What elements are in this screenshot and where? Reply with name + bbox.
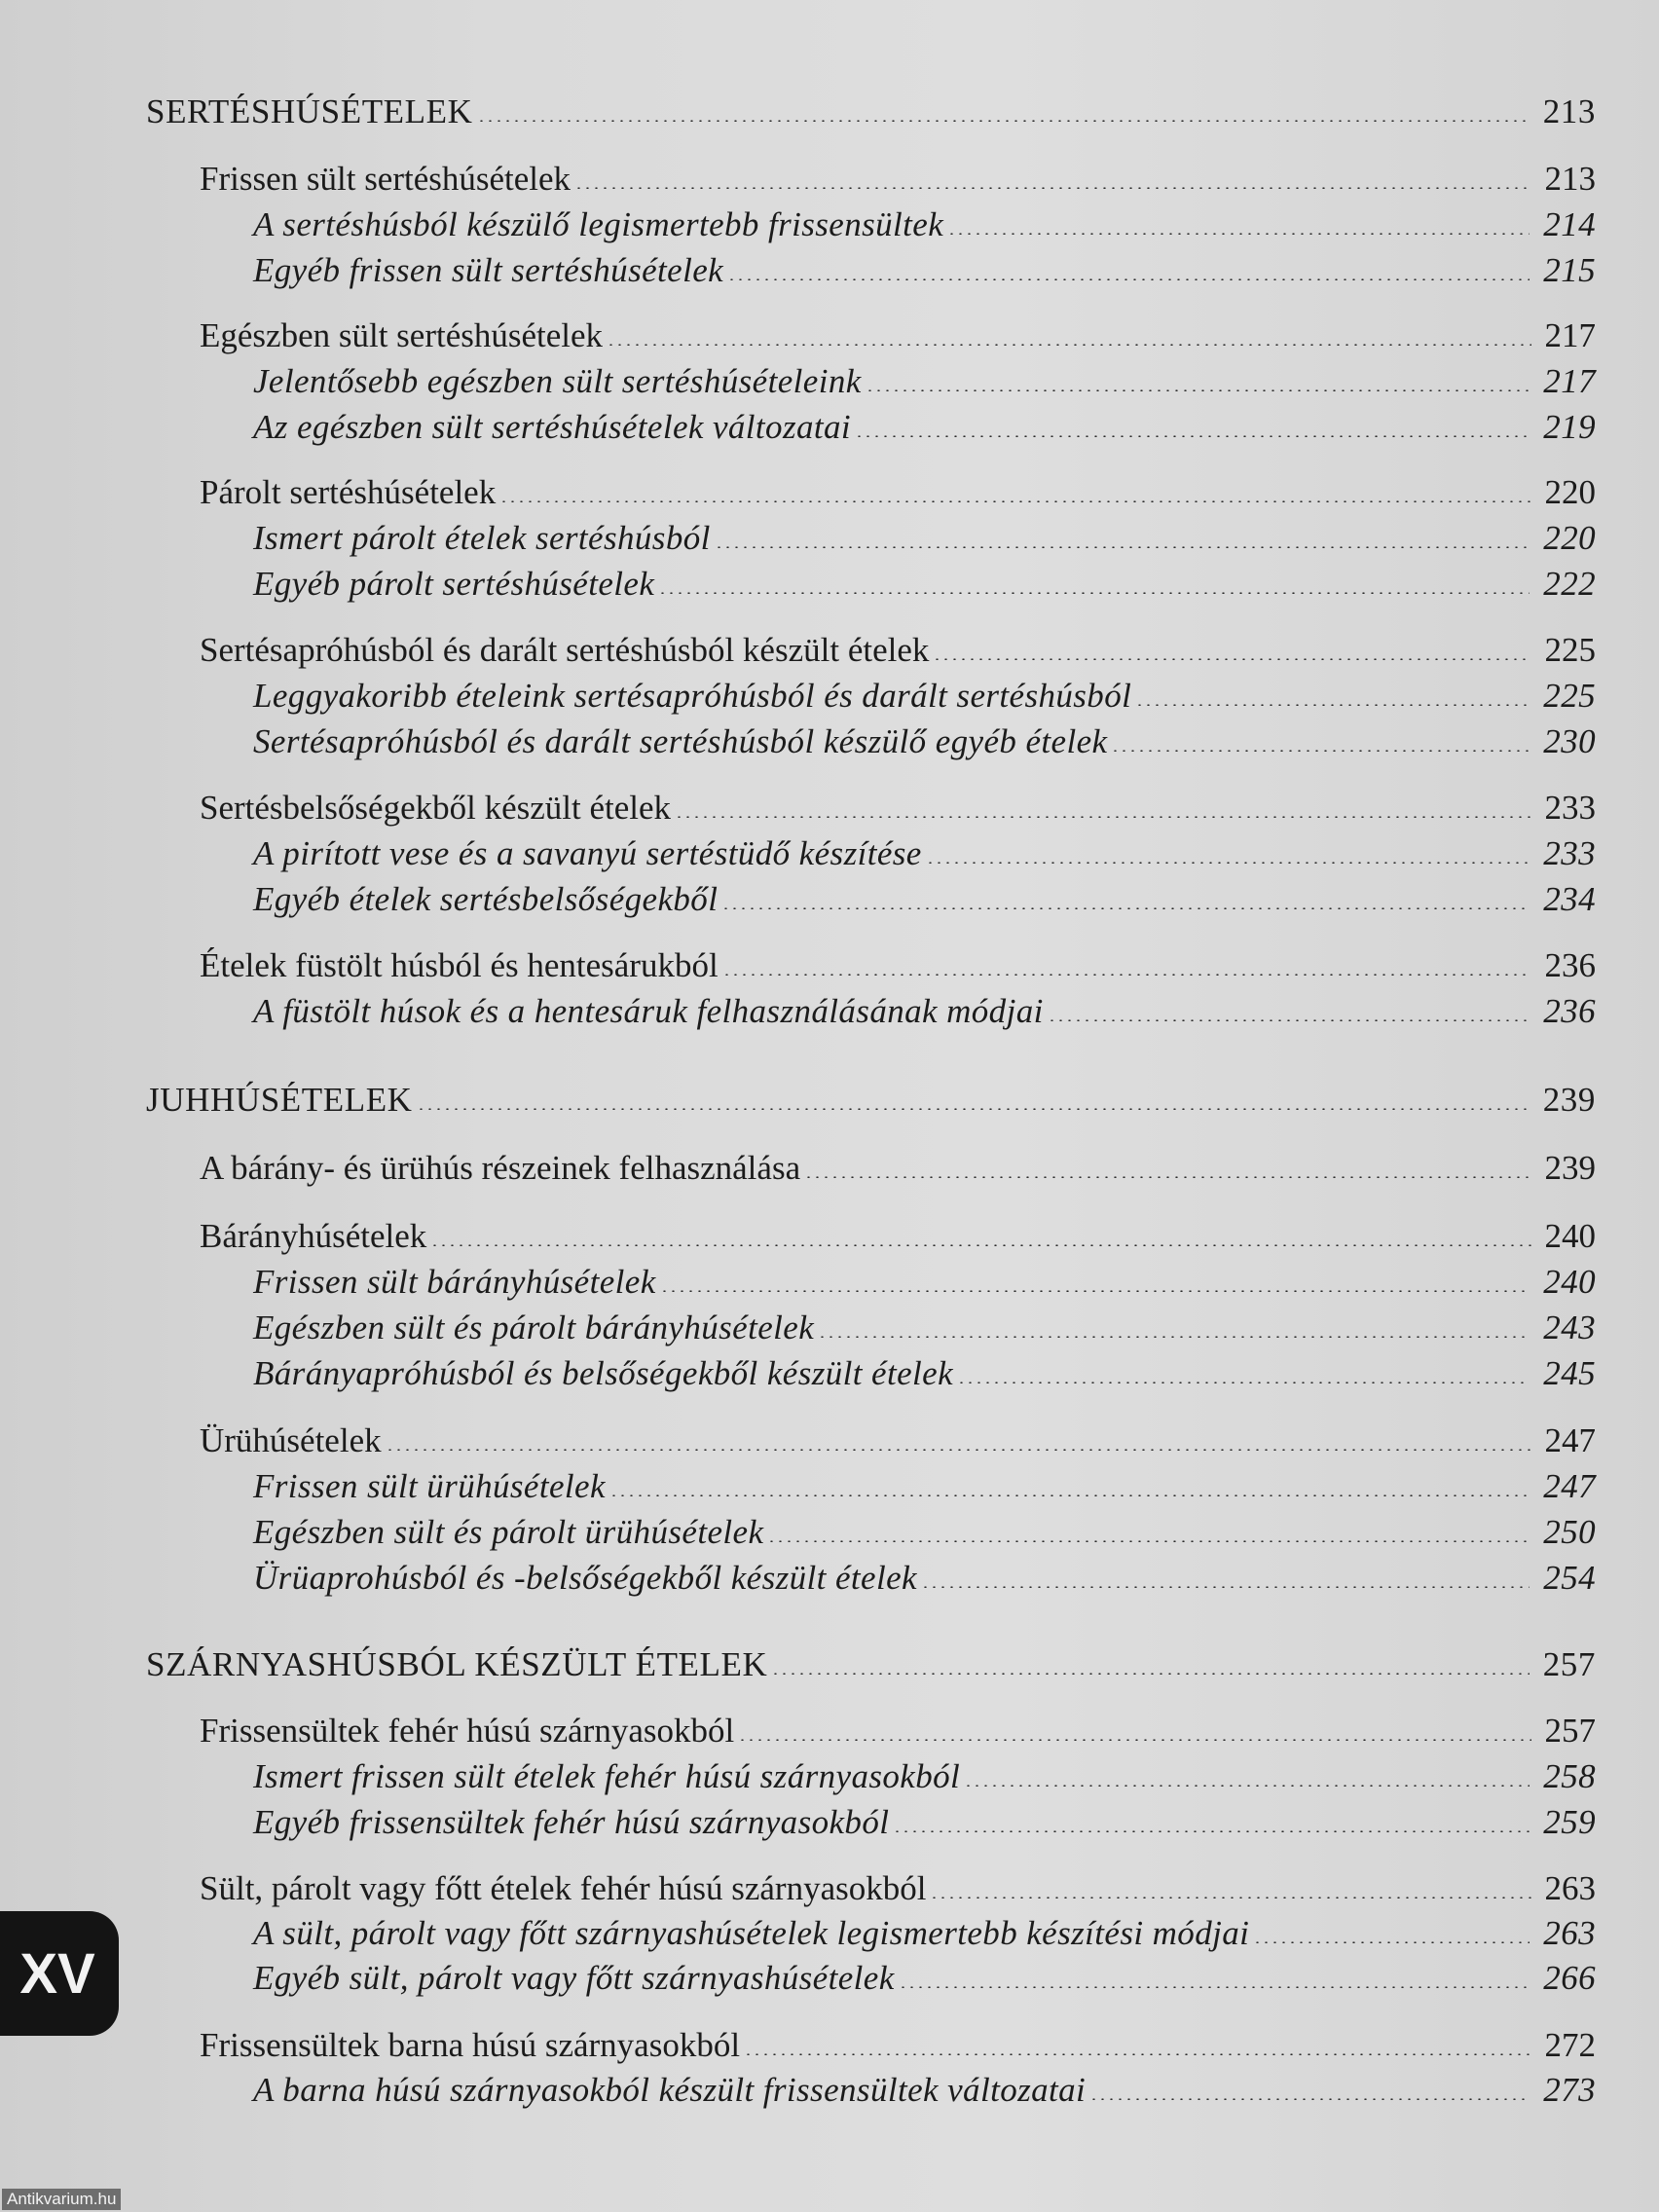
dot-leader [721, 907, 1530, 909]
toc-subentry [253, 1354, 1596, 1393]
toc-entry-page: 219 [1543, 408, 1596, 446]
toc-entry-title: Ismert frissen sült ételek fehér húsú szárnyasokból [253, 1757, 961, 1795]
toc-entry-page: 273 [1543, 2071, 1596, 2109]
dot-leader [727, 278, 1530, 280]
toc-entry-title: A barna húsú szárnyasokból készült frissensültek változatai [253, 2071, 1087, 2109]
toc-entry [200, 1712, 1596, 1751]
toc-subentry [253, 519, 1596, 558]
toc-entry [200, 160, 1596, 199]
dot-leader [386, 1449, 1531, 1451]
toc-subentry [253, 992, 1596, 1031]
dot-leader [855, 435, 1530, 437]
dot-leader [947, 233, 1530, 235]
toc-entry-title: Ürühúsételek [200, 1421, 382, 1459]
dot-leader [744, 2053, 1530, 2055]
dot-leader [899, 1986, 1530, 1988]
toc-entry-page: 213 [1542, 92, 1596, 130]
toc-entry-title: SERTÉSHÚSÉTELEK [146, 92, 473, 130]
dot-leader [660, 1290, 1530, 1292]
toc-entry-title: Jelentősebb egészben sült sertéshúsételeink [253, 362, 862, 400]
dot-leader [722, 974, 1531, 976]
toc-subentry [253, 1513, 1596, 1552]
toc-entry-page: 222 [1543, 565, 1596, 603]
toc-entry-page: 263 [1544, 1869, 1596, 1907]
toc-entry-title: Egészben sült és párolt bárányhúsételek [253, 1309, 815, 1346]
toc-entry [200, 1421, 1596, 1460]
toc-entry-page: 225 [1543, 677, 1596, 715]
dot-leader [804, 1176, 1530, 1178]
toc-entry-page: 239 [1542, 1081, 1596, 1119]
watermark-text: Antikvarium.hu [7, 2190, 117, 2208]
dot-leader [964, 1785, 1530, 1787]
toc-entry-title: Frissensültek fehér húsú szárnyasokból [200, 1712, 735, 1750]
toc-entry-title: Frissensültek barna húsú szárnyasokból [200, 2026, 741, 2064]
toc-subentry [253, 251, 1596, 290]
toc-entry-title: Ürüaprohúsból és -belsőségekből készült ételek [253, 1559, 917, 1597]
toc-subentry [253, 1263, 1596, 1302]
toc-subentry [253, 1309, 1596, 1347]
toc-entry-title: Ismert párolt ételek sertéshúsból [253, 519, 711, 557]
toc-entry-page: 259 [1543, 1803, 1596, 1841]
toc-entry-page: 213 [1544, 160, 1596, 198]
dot-leader [1253, 1941, 1530, 1943]
dot-leader [818, 1336, 1530, 1338]
toc-entry-page: 230 [1543, 722, 1596, 760]
toc-entry-title: A sertéshúsból készülő legismertebb frissensültek [253, 205, 944, 243]
dot-leader [658, 592, 1530, 594]
toc-entry-page: 240 [1543, 1263, 1596, 1301]
dot-leader [1089, 2098, 1530, 2100]
toc-subentry [253, 1757, 1596, 1796]
toc-entry [200, 1217, 1596, 1256]
dot-leader [933, 658, 1530, 660]
dot-leader [477, 120, 1530, 122]
toc-entry-page: 220 [1544, 473, 1596, 511]
dot-leader [866, 389, 1530, 391]
toc-entry-page: 254 [1543, 1559, 1596, 1597]
toc-entry-title: Egyéb frissensültek fehér húsú szárnyasokból [253, 1803, 890, 1841]
toc-entry-title: A füstölt húsok és a hentesáruk felhasználásának módjai [253, 992, 1044, 1030]
toc-entry-page: 214 [1543, 205, 1596, 243]
page-number-tab [0, 1911, 119, 2036]
toc-subentry [253, 362, 1596, 401]
toc-entry-page: 243 [1543, 1309, 1596, 1346]
toc-entry-page: 217 [1543, 362, 1596, 400]
toc-entry [200, 789, 1596, 828]
toc-entry-title: Egészben sült és párolt ürühúsételek [253, 1513, 764, 1551]
toc-subentry [253, 834, 1596, 873]
toc-subentry [253, 2071, 1596, 2110]
toc-entry-page: 263 [1543, 1914, 1596, 1952]
toc-entry-title: Bárányapróhúsból és belsőségekből készült ételek [253, 1354, 954, 1392]
toc-subentry [253, 722, 1596, 761]
toc-subentry [253, 880, 1596, 919]
toc-entry-page: 240 [1544, 1217, 1596, 1255]
toc-entry-title: JUHHÚSÉTELEK [146, 1081, 413, 1119]
toc-entry-page: 236 [1543, 992, 1596, 1030]
toc-entry-page: 234 [1543, 880, 1596, 918]
toc-entry-page: 215 [1543, 251, 1596, 289]
toc-entry-page: 247 [1544, 1421, 1596, 1459]
toc-subentry [253, 1959, 1596, 1998]
dot-leader [574, 187, 1530, 189]
toc-entry-page: 257 [1542, 1645, 1596, 1683]
toc-entry-title: Bárányhúsételek [200, 1217, 427, 1255]
toc-entry-page: 258 [1543, 1757, 1596, 1795]
page-number-label: XV [19, 1941, 95, 2006]
toc-entry-page: 266 [1543, 1959, 1596, 1997]
toc-subentry [253, 205, 1596, 244]
toc-subentry [253, 1803, 1596, 1842]
toc-entry [200, 1869, 1596, 1908]
toc-entry-page: 250 [1543, 1513, 1596, 1551]
toc-entry [200, 473, 1596, 512]
toc-entry-title: Egyéb párolt sertéshúsételek [253, 565, 655, 603]
toc-subentry [253, 1559, 1596, 1598]
toc-entry-page: 236 [1544, 946, 1596, 984]
toc-entry-title: Leggyakoribb ételeink sertésapróhúsból és darált sertéshúsból [253, 677, 1132, 715]
dot-leader [609, 1494, 1530, 1496]
toc-subentry [253, 565, 1596, 604]
dot-leader [417, 1108, 1530, 1110]
toc-entry-page: 272 [1544, 2026, 1596, 2064]
toc-entry-title: A pirított vese és a savanyú sertéstüdő készítése [253, 834, 922, 872]
toc-entry-title: Sertésapróhúsból és darált sertéshúsból készülő egyéb ételek [253, 722, 1108, 760]
dot-leader [675, 816, 1530, 818]
toc-entry-title: Ételek füstölt húsból és hentesárukból [200, 946, 719, 984]
toc-entry-title: Frissen sült sertéshúsételek [200, 160, 571, 198]
toc-section-heading [146, 1081, 1596, 1120]
watermark [2, 2189, 121, 2210]
toc-entry-page: 245 [1543, 1354, 1596, 1392]
toc-entry-title: Egészben sült sertéshúsételek [200, 316, 604, 354]
dot-leader [893, 1830, 1530, 1832]
toc-entry-page: 247 [1543, 1467, 1596, 1505]
toc-entry [200, 1149, 1596, 1188]
toc-section-heading [146, 92, 1596, 131]
toc-subentry [253, 1914, 1596, 1953]
toc-entry-page: 239 [1544, 1149, 1596, 1187]
toc-entry-page: 233 [1543, 834, 1596, 872]
toc-entry [200, 316, 1596, 355]
dot-leader [430, 1244, 1530, 1246]
toc-entry-title: Párolt sertéshúsételek [200, 473, 497, 511]
toc-entry [200, 2026, 1596, 2065]
toc-entry-title: A sült, párolt vagy főtt szárnyashúsételek legismertebb készítési módjai [253, 1914, 1250, 1952]
dot-leader [1111, 750, 1530, 752]
toc-entry-title: Egyéb ételek sertésbelsőségekből [253, 880, 719, 918]
toc-subentry [253, 677, 1596, 716]
toc-entry-page: 233 [1544, 789, 1596, 827]
toc-entry-title: Egyéb frissen sült sertéshúsételek [253, 251, 724, 289]
toc-entry-page: 220 [1543, 519, 1596, 557]
dot-leader [930, 1897, 1530, 1899]
dot-leader [957, 1382, 1530, 1383]
toc-entry-title: Sertésbelsőségekből készült ételek [200, 789, 672, 827]
toc-entry-title: Egyéb sült, párolt vagy főtt szárnyashúsételek [253, 1959, 895, 1997]
dot-leader [715, 546, 1530, 548]
dot-leader [738, 1739, 1530, 1741]
dot-leader [771, 1673, 1529, 1675]
toc-entry-title: SZÁRNYASHÚSBÓL KÉSZÜLT ÉTELEK [146, 1645, 768, 1683]
toc-entry-page: 225 [1544, 631, 1596, 669]
toc-entry-page: 257 [1544, 1712, 1596, 1750]
toc-entry-title: Frissen sült bárányhúsételek [253, 1263, 656, 1301]
toc-entry [200, 946, 1596, 985]
toc-entry-page: 217 [1544, 316, 1596, 354]
dot-leader [607, 344, 1530, 346]
dot-leader [499, 500, 1530, 502]
dot-leader [926, 862, 1530, 864]
toc-entry-title: Sertésapróhúsból és darált sertéshúsból készült ételek [200, 631, 930, 669]
toc-subentry [253, 1467, 1596, 1506]
toc-entry-title: Az egészben sült sertéshúsételek változatai [253, 408, 852, 446]
toc-entry-title: Sült, párolt vagy főtt ételek fehér húsú szárnyasokból [200, 1869, 927, 1907]
toc-section-heading [146, 1645, 1596, 1684]
dot-leader [921, 1586, 1530, 1588]
toc-entry-title: A bárány- és ürühús részeinek felhasználása [200, 1149, 801, 1187]
toc-entry [200, 631, 1596, 670]
toc-entry-title: Frissen sült ürühúsételek [253, 1467, 606, 1505]
dot-leader [1135, 704, 1530, 706]
toc-subentry [253, 408, 1596, 447]
dot-leader [767, 1540, 1530, 1542]
dot-leader [1048, 1019, 1530, 1021]
